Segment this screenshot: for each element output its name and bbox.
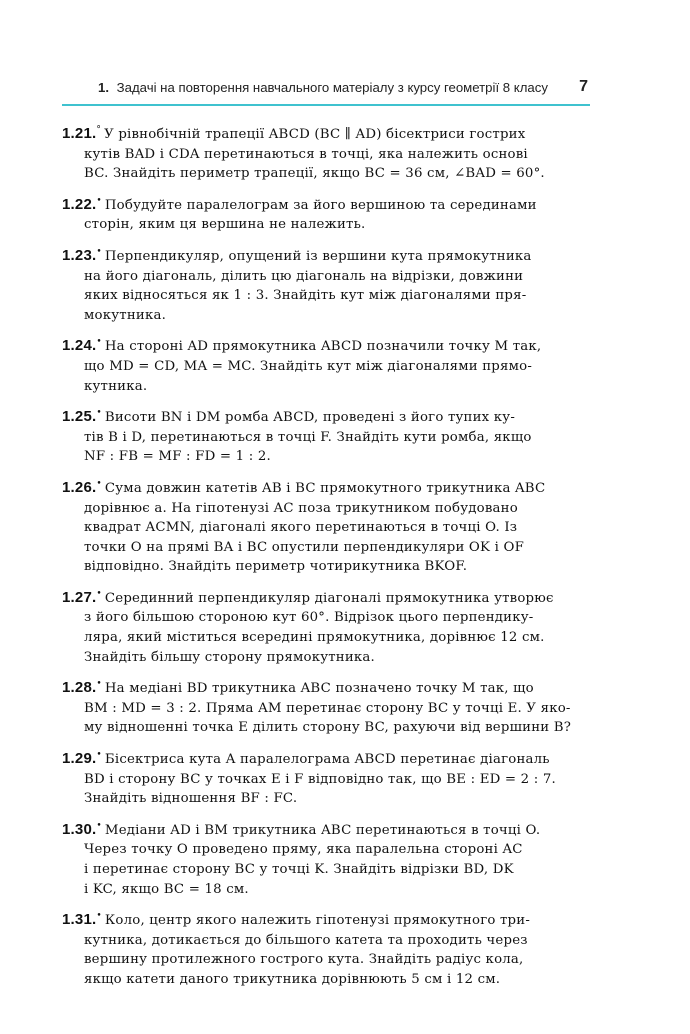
problem-text-line <box>62 675 590 699</box>
problem-text-line <box>62 860 590 880</box>
problem-text-line <box>62 447 590 467</box>
problem-item <box>62 675 590 738</box>
problem-number: 1.24. <box>62 337 97 355</box>
problem-number: 1.28. <box>62 679 97 697</box>
problem-number: 1.26. <box>62 478 97 496</box>
chapter-number: 1. <box>98 80 109 95</box>
problem-text-line <box>62 518 590 538</box>
problem-text-line <box>62 608 590 628</box>
problem-text-line <box>62 970 590 990</box>
problem-text: кутів BAD і CDA перетинаються в точці, яка належить основі <box>84 146 528 162</box>
difficulty-mark: • <box>96 408 102 419</box>
problem-item <box>62 817 590 899</box>
problem-text-line <box>62 648 590 668</box>
problem-item <box>62 475 590 577</box>
problem-text: BM : MD = 3 : 2. Пряма AM перетинає сторону BC у точці E. У яко- <box>84 700 571 716</box>
problem-text: з його більшою стороною кут 60°. Відрізок цього перпендику- <box>84 610 534 626</box>
problem-list <box>62 121 590 998</box>
problem-text-line <box>62 357 590 377</box>
problem-text-line <box>62 215 590 235</box>
problem-text: У рівнобічній трапеції ABCD (BC ∥ AD) бісектриси гострих <box>104 127 526 142</box>
difficulty-mark: • <box>96 337 102 348</box>
problem-text-line <box>62 770 590 790</box>
problem-text-line <box>62 404 590 428</box>
problem-text: На стороні AD прямокутника ABCD позначили точку M так, <box>104 339 542 355</box>
problem-text: вершину протилежного гострого кута. Знайдіть радіус кола, <box>84 952 524 968</box>
problem-text: NF : FB = MF : FD = 1 : 2. <box>84 449 271 465</box>
difficulty-mark: • <box>96 195 102 206</box>
problem-number: 1.25. <box>62 408 97 426</box>
problem-text: якщо катети даного трикутника дорівнюють 5 см і 12 см. <box>84 971 501 987</box>
difficulty-mark: • <box>96 820 102 831</box>
problem-text: квадрат ACMN, діагоналі якого перетинаються в точці O. Із <box>84 520 518 536</box>
problem-number: 1.21. <box>62 125 97 142</box>
chapter-heading <box>98 80 548 95</box>
problem-text-line <box>62 377 590 397</box>
problem-text: дорівнює a. На гіпотенузі AC поза трикутником побудовано <box>84 500 518 516</box>
problem-item <box>62 243 590 325</box>
problem-text: Медіани AD і BM трикутника ABC перетинаються в точці O. <box>104 822 541 838</box>
problem-text: Серединний перпендикуляр діагоналі прямокутника утворює <box>104 590 554 606</box>
problem-text-line <box>62 267 590 287</box>
difficulty-mark: • <box>96 246 102 257</box>
page-number: 7 <box>579 78 588 95</box>
header-divider <box>62 104 590 106</box>
problem-text-line <box>62 192 590 216</box>
problem-number: 1.27. <box>62 588 97 606</box>
problem-text-line <box>62 817 590 841</box>
problem-text: точки O на прямі BA і BC опустили перпендикуляри OK і OF <box>84 539 524 555</box>
difficulty-mark: • <box>96 679 102 690</box>
problem-text-line <box>62 306 590 326</box>
problem-item <box>62 907 590 989</box>
problem-text-line <box>62 164 590 184</box>
problem-text-line <box>62 628 590 648</box>
difficulty-mark: ° <box>96 125 102 135</box>
problem-text-line <box>62 789 590 809</box>
problem-text: сторін, яким ця вершина не належить. <box>84 217 366 233</box>
problem-text: Висоти BN і DM ромба ABCD, проведені з його тупих ку- <box>104 410 516 426</box>
problem-text-line <box>62 718 590 738</box>
problem-text-line <box>62 585 590 609</box>
problem-text: BC. Знайдіть периметр трапеції, якщо BC = 36 см, ∠BAD = 60°. <box>84 166 545 182</box>
problem-item <box>62 121 590 184</box>
problem-text: Бісектриса кута A паралелограма ABCD перетинає діагональ <box>104 752 550 768</box>
problem-text: ляра, який міститься всередині прямокутника, дорівнює 12 см. <box>84 630 545 646</box>
problem-text: і KC, якщо BC = 18 см. <box>84 881 249 897</box>
problem-text: Сума довжин катетів AB і BC прямокутного трикутника ABC <box>104 480 546 496</box>
problem-text-line <box>62 499 590 519</box>
problem-text: що MD = CD, MA = MC. Знайдіть кут між діагоналями прямо- <box>84 358 533 374</box>
problem-text: Знайдіть більшу сторону прямокутника. <box>84 649 375 665</box>
problem-text-line <box>62 931 590 951</box>
problem-text: яких відносяться як 1 : 3. Знайдіть кут між діагоналями пря- <box>84 288 527 304</box>
problem-text: му відношенні точка E ділить сторону BC, рахуючи від вершини B? <box>84 720 572 736</box>
problem-text: На медіані BD трикутника ABC позначено точку M так, що <box>104 681 534 697</box>
problem-text: тів B і D, перетинаються в точці F. Знайдіть кути ромба, якщо <box>84 429 532 445</box>
difficulty-mark: • <box>96 478 102 489</box>
problem-text: і перетинає сторону BC у точці K. Знайдіть відрізки BD, DK <box>84 862 514 877</box>
problem-text: Через точку O проведено пряму, яка паралельна стороні AC <box>84 842 523 858</box>
problem-text: Побудуйте паралелограм за його вершиною та серединами <box>104 197 537 213</box>
problem-text-line <box>62 286 590 306</box>
problem-text: мокутника. <box>84 307 167 323</box>
problem-text-line <box>62 538 590 558</box>
problem-item <box>62 746 590 809</box>
problem-text-line <box>62 243 590 267</box>
difficulty-mark: • <box>96 750 102 761</box>
problem-number: 1.29. <box>62 750 97 768</box>
problem-text-line <box>62 746 590 770</box>
problem-item <box>62 404 590 467</box>
problem-text-line <box>62 333 590 357</box>
problem-item <box>62 333 590 396</box>
problem-text-line <box>62 699 590 719</box>
problem-number: 1.31. <box>62 911 97 929</box>
problem-text-line <box>62 840 590 860</box>
difficulty-mark: • <box>96 911 102 922</box>
problem-item <box>62 192 590 235</box>
problem-text-line <box>62 557 590 577</box>
problem-text: Знайдіть відношення BF : FC. <box>84 791 298 807</box>
problem-text: BD і сторону BC у точках E і F відповідно так, що BE : ED = 2 : 7. <box>84 771 556 787</box>
problem-text: відповідно. Знайдіть периметр чотирикутника BKOF. <box>84 559 468 575</box>
problem-number: 1.30. <box>62 820 97 838</box>
problem-number: 1.22. <box>62 195 97 213</box>
problem-text-line <box>62 880 590 900</box>
problem-text-line <box>62 950 590 970</box>
problem-text: кутника, дотикається до більшого катета та проходить через <box>84 932 528 948</box>
problem-text-line <box>62 145 590 165</box>
problem-text-line <box>62 475 590 499</box>
problem-number: 1.23. <box>62 246 97 264</box>
problem-text: кутника. <box>84 378 148 394</box>
difficulty-mark: • <box>96 588 102 599</box>
problem-item <box>62 585 590 667</box>
problem-text: на його діагональ, ділить цю діагональ на відрізки, довжини <box>84 268 524 284</box>
problem-text-line <box>62 428 590 448</box>
problem-text-line <box>62 907 590 931</box>
problem-text: Коло, центр якого належить гіпотенузі прямокутного три- <box>104 913 531 929</box>
problem-text-line <box>62 121 590 145</box>
problem-text: Перпендикуляр, опущений із вершини кута прямокутника <box>104 248 532 264</box>
chapter-title: Задачі на повторення навчального матеріалу з курсу геометрії 8 класу <box>116 80 548 95</box>
running-header <box>62 78 590 104</box>
